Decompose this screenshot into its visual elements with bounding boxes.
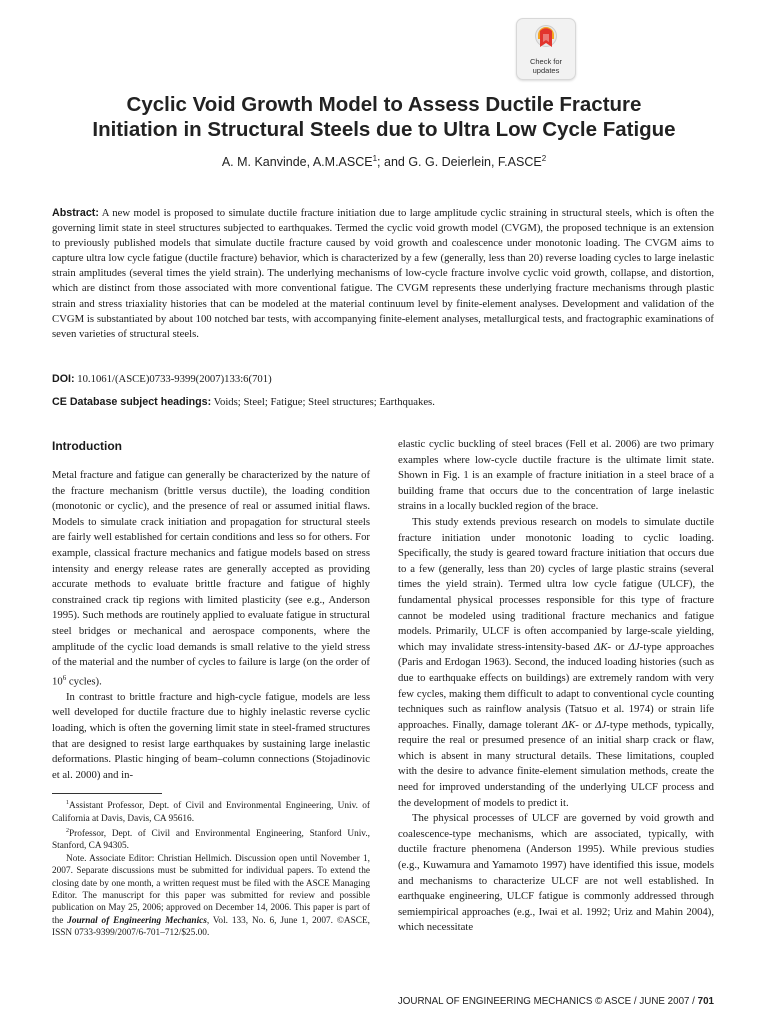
check-for-updates-badge[interactable]	[516, 18, 576, 80]
footer-journal: JOURNAL OF ENGINEERING MECHANICS © ASCE / JUNE 2007 /	[397, 996, 698, 1007]
doi-label: DOI:	[52, 373, 75, 385]
right-paragraph-3: The physical processes of ULCF are governed by void growth and coalescence-type mechanisms, which are associated, typically, with ductile fracture phenomena (Anderson 1995). While previous studies (e.g., Kuwamura and Yamamoto 1997) have identified this issue, models and mechanisms to characterize ULCF are not well established. In earthquake engineering, ULCF fatigue is commonly addressed through semiempirical approaches (e.g., Iwai et al. 1992; Uriz and Mahin 2004), which necessitate	[398, 812, 714, 934]
abstract-text: A new model is proposed to simulate ductile fracture initiation due to large amplitude cyclic straining in structural steels, which is often the governing limit state in steel structures subjected to earthquakes. Termed the cyclic void growth model (CVGM), the proposed technique is an extension to previously published models that simulate ductile fracture caused by void growth and coalescence under monotonic loading. The CVGM aims to capture ultra low cycle fatigue (ductile fracture) behavior, which is characterized by a few (generally, less than 20) reverse loading cycles to large inelastic strain amplitudes (several times the yield strain). The underlying mechanisms of low-cycle fracture involve cyclic void growth, collapse, and distortion, which are distinct from those associated with more conventional fatigue. The CVGM represents these underlying fracture mechanisms through plastic strain and stress triaxiality histories that can be modeled at the material continuum level by finite-element analyses. Development and validation of the CVGM is substantiated by about 100 notched bar tests, with accompanying finite-element analyses, metallurgical tests, and fractographic examinations of seven varieties of structural steels.	[52, 207, 714, 340]
subject-headings-value: Voids; Steel; Fatigue; Steel structures; Earthquakes.	[213, 396, 435, 408]
page-footer	[398, 996, 714, 1007]
right-paragraph-2: This study extends previous research on models to simulate ductile fracture initiation under monotonic loading to cyclic loading. Specifically, the study is geared toward fracture initiation that occurs due to a few (generally, less than 20) cycles of large plastic strains (several times the yield strain). Termed ultra low cycle fatigue (ULCF), the fundamental physical processes responsible for this type of fracture cannot be modeled using traditional fracture mechanics and fatigue models. Primarily, ULCF is often accompanied by large-scale yielding, which may invalidate stress-intensity-based ΔK- or ΔJ-type approaches (Paris and Erdogan 1963). Second, the induced loading histories (such as due to earthquake effects on buildings) are extremely random with very few cycles, making them difficult to adapt to conventional cycle counting techniques such as rainflow analysis (Tatsuo et al. 1974) or strain life approaches. Finally, damage tolerant ΔK- or ΔJ-type methods, typically, require the real or presumed presence of an initial sharp crack or flaw, which is absent in many structural details. These limitations, coupled with the desire to advance finite-element simulation methods, create the need for improved understanding of the underlying ULCF process and the development of models to predict it.	[398, 515, 715, 809]
footnotes	[52, 797, 370, 940]
page-number: 701	[697, 996, 714, 1007]
author-1-affil: 1	[372, 154, 378, 163]
title-line-2: Initiation in Structural Steels due to Ultra Low Cycle Fatigue	[92, 118, 676, 141]
bookmark-icon	[534, 25, 558, 55]
footnote-divider	[52, 793, 162, 794]
badge-label: Check for updates	[529, 57, 563, 75]
intro-paragraph-1: Metal fracture and fatigue can generally be characterized by the nature of the fracture mechanism (brittle versus ductile), the loading condition (monotonic or cyclic), and the presence of real or assumed initial flaws. Models to simulate crack initiation and propagation for structural steels are fairly well established for certain conditions and less so for others. For example, classical fracture mechanics and fatigue models based on stress intensity and energy release rates are generally accepted as providing accurate methods to evaluate brittle fracture and fatigue of highly constrained crack tip regions with limited plasticity (see e.g., Anderson 1995). Such methods are routinely applied to evaluate fatigue in structural steel bridges or mechanical and aerospace components, where the amplitude of the cyclic load demands is small relative to the yield stress of the material and the number of cycles to failure is large (on the order of $10^6$ cycles).	[52, 469, 370, 688]
subject-headings-label: CE Database subject headings:	[52, 396, 212, 408]
abstract	[52, 206, 714, 342]
doi-link[interactable]: 10.1061/(ASCE)0733-9399(2007)133:6(701)	[77, 373, 272, 385]
doi-line	[52, 373, 272, 385]
abstract-label: Abstract:	[52, 207, 99, 219]
right-column	[398, 437, 714, 936]
left-column	[52, 440, 370, 783]
section-heading-introduction: Introduction	[52, 439, 122, 453]
title-line-1: Cyclic Void Growth Model to Assess Ductile Fracture	[126, 93, 642, 116]
editorial-note: Note. Associate Editor: Christian Hellmich. Discussion open until November 1, 2007. Separate discussions must be submitted for individual papers. To extend the closing date by one month, a written request must be filed with the ASCE Managing Editor. The manuscript for this paper was submitted for review and possible publication on May 25, 2006; approved on December 14, 2006. This paper is part of the Journal of Engineering Mechanics, Vol. 133, No. 6, June 1, 2007. ©ASCE, ISSN 0733-9399/2007/6-701–712/$25.00.	[52, 853, 370, 939]
subject-headings	[52, 396, 435, 408]
right-paragraph-1: elastic cyclic buckling of steel braces (Fell et al. 2006) are two primary examples where low-cycle ductile fracture is the ultimate limit state. Shown in Fig. 1 is an example of fracture initiation in a steel brace of a building frame that occurs due to the concentration of large inelastic strains in a locally buckled region of the brace.	[398, 438, 714, 513]
footnote-1: $^1$Assistant Professor, Dept. of Civil and Environmental Engineering, Univ. of California at Davis, Davis, CA 95616.	[52, 800, 370, 824]
author-2: ; and G. G. Deierlein, F.ASCE	[377, 155, 542, 170]
footnote-2: $^2$Professor, Dept. of Civil and Environmental Engineering, Stanford Univ., Stanford, CA 94305.	[52, 827, 370, 852]
authors-line	[40, 154, 728, 169]
author-2-affil: 2	[541, 154, 547, 163]
author-1: A. M. Kanvinde, A.M.ASCE	[221, 155, 373, 170]
paper-title	[40, 92, 728, 142]
intro-paragraph-2: In contrast to brittle fracture and high-cycle fatigue, models are less well developed for ductile fracture due to highly inelastic reverse cyclic loading, which is often the governing limit state in steel-framed structures that are designed to resist large earthquakes by sustaining large inelastic deformations. Plastic hinging of beam–column connections (Stojadinovic et al. 2000) and in-	[52, 690, 370, 781]
